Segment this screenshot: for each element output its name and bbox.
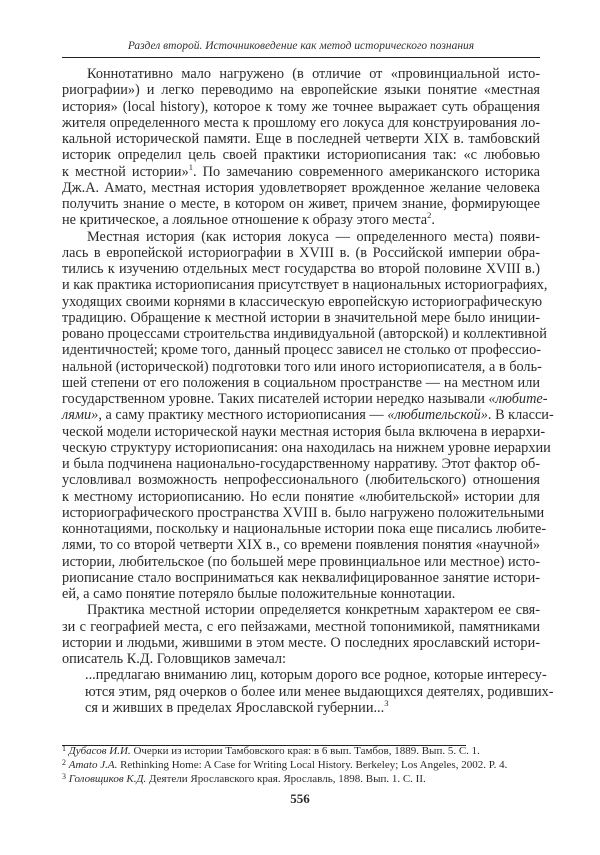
line-text: зи с географией места, с его пейзажами, местной топонимикой, памятниками [62, 618, 540, 635]
text-line [62, 359, 540, 375]
text-line [62, 212, 540, 228]
text-line [62, 196, 540, 212]
paragraph [62, 228, 554, 603]
line-text: ческую структуру историописания: она находилась на нижнем уровне иерархии [62, 439, 551, 456]
text-line [62, 489, 540, 505]
italic-text: «любите- [488, 391, 548, 407]
line-text: условливал возможность непрофессионального (любительского) отношения [62, 472, 540, 489]
text-line [62, 180, 540, 196]
footnote-ref: 2 [62, 758, 66, 767]
line-text: Очерки из истории Тамбовского края: в 6 вып. Тамбов, 1889. Вып. 5. С. 1. [130, 745, 480, 757]
text-line [62, 521, 547, 537]
line-text: ровано процессами строительства индивидуальной (авторской) и коллективной [62, 326, 547, 342]
text-line [62, 619, 540, 635]
line-text: описатель К.Д. Головщиков замечал: [62, 651, 286, 667]
text-line [62, 161, 540, 180]
quote-line [85, 697, 540, 716]
text-line [62, 391, 548, 407]
text-line [62, 342, 540, 358]
line-text: получить знание о месте, в котором он живет, причем знание, формирующее [62, 196, 540, 212]
line-text: к местному историописанию. Но если понятие «любительской» истории для [62, 488, 540, 505]
line-text: история» (local history), которое к тому же точнее выражает суть обращения [62, 98, 540, 115]
line-text: ся и живших в пределах Ярославской губернии... [85, 699, 385, 716]
running-header: Раздел второй. Источниковедение как метод исторического познания [127, 40, 475, 52]
footnote-ref: 1 [62, 744, 66, 753]
line-text: лями, то со второй четверти XIX в., со времени появления понятия «научной» [62, 537, 540, 554]
text-line [62, 651, 540, 667]
line-text: Rethinking Home: A Case for Writing Local History. Berkeley; Los Angeles, 2002. P. 4. [117, 759, 508, 771]
text-line [62, 66, 540, 82]
italic-text: Головщиков К.Д. [68, 773, 147, 785]
line-text: и была подчинена национально-государственному нарративу. Этот фактор об- [62, 456, 540, 472]
footnote-ref: 2 [427, 210, 432, 221]
line-text: историографического пространства XVIII в. было нагружено положительными [62, 504, 545, 521]
text-line [62, 554, 540, 570]
line-text: ются этим, ряд очерков о более или менее выдающихся деятелях, родивших- [85, 683, 554, 700]
line-text: тились к изучению отдельных мест государства во второй половине XVIII в.) [62, 261, 540, 277]
line-text: . По замечанию современного американского историка [192, 163, 540, 180]
line-text: историк определил цель своей практики историописания так: «с любовью [62, 147, 540, 164]
text-line [62, 423, 546, 440]
body-text [62, 66, 554, 716]
line-text: . [431, 212, 435, 229]
text-line [62, 147, 540, 163]
footnote [62, 758, 540, 772]
line-text: Деятели Ярославского края. Ярославль, 1898. Вып. 1. С. II. [146, 773, 426, 785]
line-text: нальной (исторической) подготовки того или иного историописателя, а в боль- [62, 358, 542, 375]
text-line [62, 635, 540, 651]
line-text: ческой модели исторической науки местная история была включена в иерархи- [62, 423, 546, 440]
line-text: не критическое, а лояльное отношение к образу этого места [62, 212, 428, 229]
line-text: . В класси- [487, 407, 554, 424]
italic-text: Дубасов И.И. [68, 745, 131, 757]
line-text: Дж.А. Амато, местная история удовлетворяет врожденное желание человека [62, 179, 540, 196]
footnote-ref: 3 [62, 772, 66, 781]
line-text: Коннотативно мало нагружено (в отличие от «провинциальной исто- [87, 66, 540, 82]
text-line [62, 277, 548, 294]
paragraph [62, 602, 540, 667]
line-text: государственном уровне. Таких писателей истории нередко называли [62, 391, 489, 407]
line-text: шей степени от его положения в социальном пространстве — на местном или [62, 374, 540, 391]
line-text: риописание стало восприниматься как неквалифицированное занятие истори- [62, 569, 540, 586]
footnote-ref: 3 [384, 697, 389, 708]
text-line [62, 229, 540, 245]
text-line [62, 602, 540, 618]
line-text: ей, а само понятие потеряло былые положительные коннотации. [62, 586, 456, 602]
footnotes [62, 744, 540, 786]
text-line [62, 570, 540, 586]
line-text: истории, любительское (по большей мере провинциальное или местное) исто- [62, 553, 540, 570]
line-text: и как практика историописания присутствует в национальных историографиях, [62, 277, 548, 294]
text-line [62, 326, 547, 342]
line-text: лась в европейской историографии в XVIII в. (в Российской империи обра- [62, 244, 540, 261]
line-text: риографии») и легко переводимо на европейские языки понятие «местная [62, 82, 540, 99]
quote-line [85, 683, 554, 700]
italic-text: «любительской» [387, 407, 488, 424]
line-text: Местная история (как история локуса — определенного места) появи- [87, 228, 540, 245]
text-line [62, 245, 540, 261]
text-line [62, 586, 540, 602]
line-text: кальной исторической памяти. Еще в последней четверти XIX в. тамбовский [62, 131, 540, 147]
text-line [62, 504, 545, 521]
italic-text: Amato J.A. [68, 759, 118, 771]
line-text: коннотациями, поскольку и национальные истории пока еще писались любите- [62, 521, 547, 537]
text-line [62, 439, 551, 456]
text-line [62, 310, 540, 326]
text-line [62, 261, 540, 277]
line-text: к местной истории» [62, 163, 189, 180]
text-line [62, 99, 540, 115]
line-text: традицию. Обращение к местной истории в значительной мере было иниции- [62, 309, 540, 326]
line-text: уходящих своими корнями в классическую европейскую историографическую [62, 293, 543, 310]
line-text: жителя определенного места к прошлому его локуса для конструирования ло- [62, 114, 540, 131]
line-text: идентичностей; кроме того, данный процесс зависел не столько от профессио- [62, 342, 542, 359]
italic-text: лями» [62, 407, 99, 424]
footnote [62, 772, 540, 786]
quote-line [85, 667, 547, 684]
page-number: 556 [290, 791, 310, 806]
footnote-ref: 1 [188, 161, 193, 172]
footnote [62, 744, 540, 758]
line-text: истории и людьми, жившими в этом месте. О последних ярославский истори- [62, 634, 540, 651]
line-text: , а саму практику местного историописания — [98, 407, 388, 424]
text-line [62, 293, 543, 310]
text-line [62, 375, 540, 391]
paragraph [62, 66, 540, 229]
text-line [62, 82, 540, 98]
block-quote [62, 667, 554, 716]
text-line [62, 472, 540, 488]
line-text: Практика местной истории определяется конкретным характером ее свя- [87, 602, 540, 619]
header-rule [62, 57, 540, 58]
text-line [62, 407, 554, 424]
text-line [62, 131, 540, 147]
text-line [62, 115, 540, 131]
text-line [62, 537, 540, 553]
text-line [62, 456, 540, 472]
line-text: ...предлагаю вниманию лиц, которым дорого все родное, которые интересу- [85, 667, 547, 684]
